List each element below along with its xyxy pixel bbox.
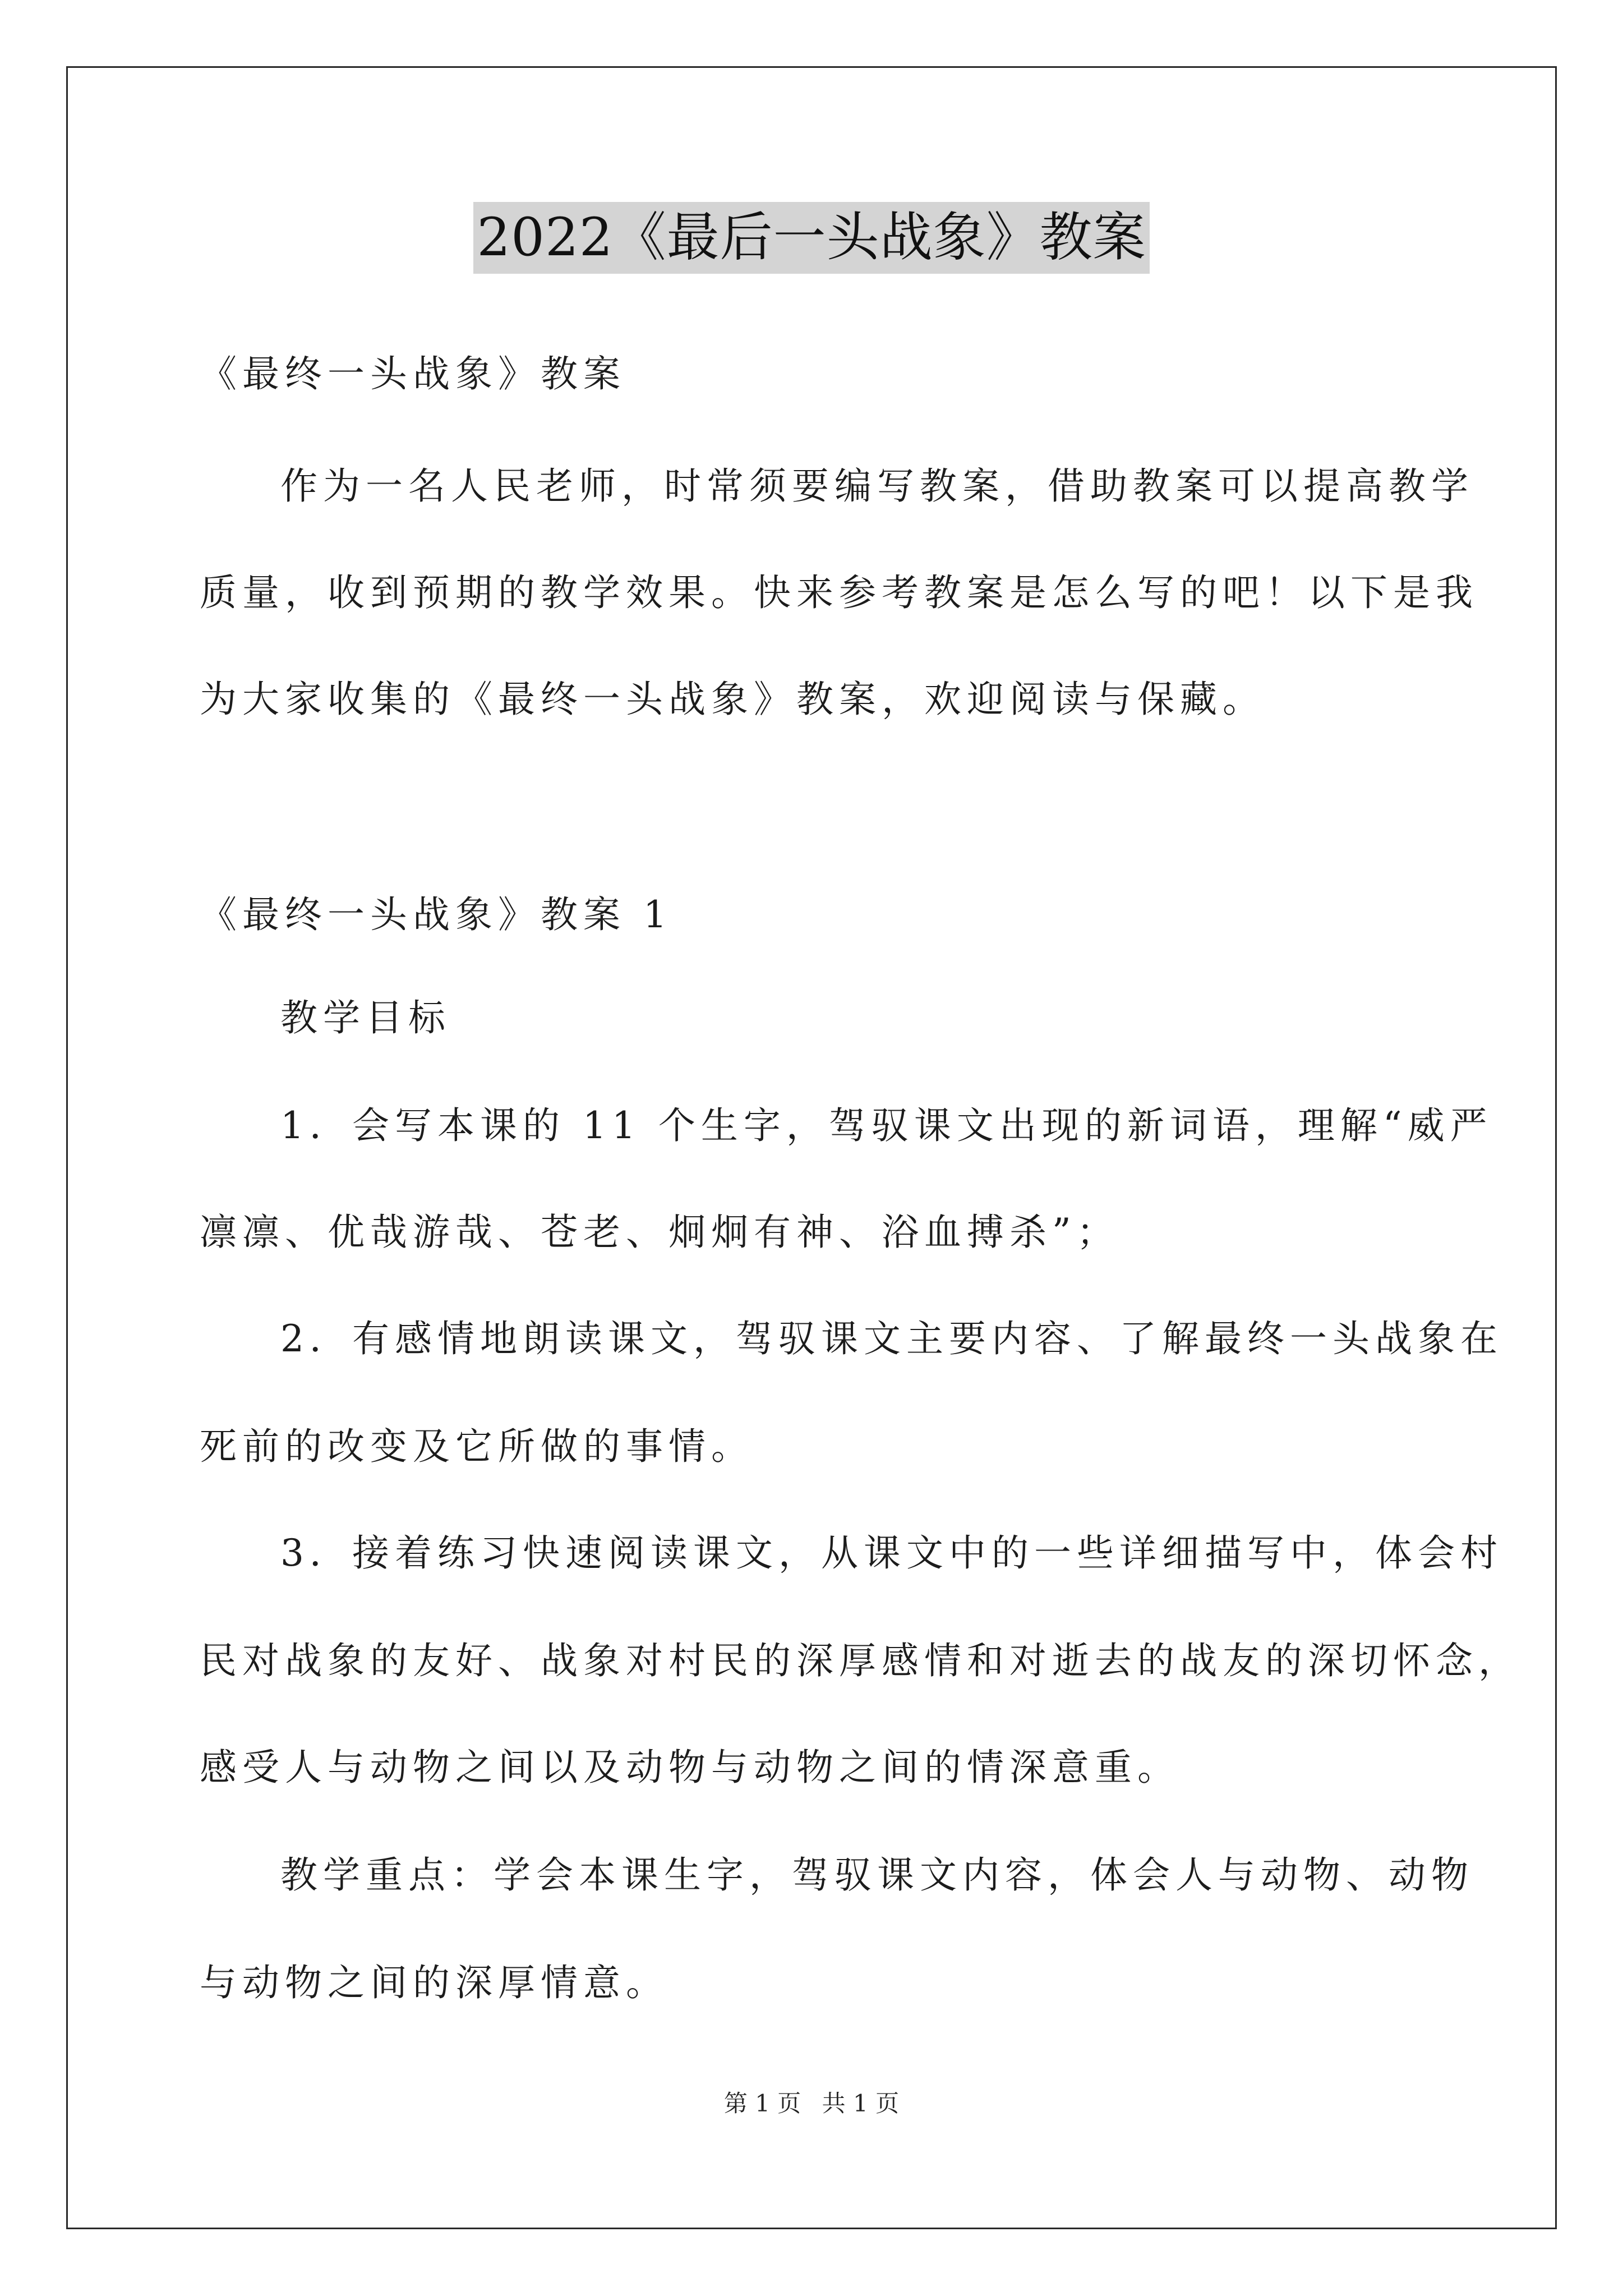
- paragraph-line: 与动物之间的深厚情意。: [200, 1961, 668, 2004]
- page-number-current: 第 1 页: [723, 2090, 801, 2117]
- subtitle-line: 《最终一头战象》教案: [200, 352, 626, 395]
- paragraph-line: 教学重点：学会本课生字，驾驭课文内容，体会人与动物、动物: [280, 1853, 1474, 1897]
- paragraph-line: 质量，收到预期的教学效果。快来参考教案是怎么写的吧！以下是我: [200, 571, 1478, 614]
- paragraph-line: 凛凛、优哉游哉、苍老、炯炯有神、浴血搏杀”；: [200, 1211, 1119, 1254]
- page-footer: [0, 2087, 1623, 2120]
- subheading-teaching-goals: 教学目标: [280, 996, 451, 1039]
- paragraph-line: 民对战象的友好、战象对村民的深厚感情和对逝去的战友的深切怀念，: [200, 1639, 1521, 1682]
- paragraph-line: 死前的改变及它所做的事情。: [200, 1425, 754, 1468]
- paragraph-line: 作为一名人民老师，时常须要编写教案，借助教案可以提高教学: [280, 464, 1474, 508]
- paragraph-line: 3．接着练习快速阅读课文，从课文中的一些详细描写中，体会村: [280, 1531, 1503, 1575]
- paragraph-line: 2．有感情地朗读课文，驾驭课文主要内容、了解最终一头战象在: [280, 1317, 1503, 1360]
- paragraph-line: 为大家收集的《最终一头战象》教案，欢迎阅读与保藏。: [200, 678, 1265, 721]
- paragraph-line: 1．会写本课的 11 个生字，驾驭课文出现的新词语，理解“威严: [280, 1104, 1493, 1147]
- document-title: 2022《最后一头战象》教案: [473, 202, 1149, 274]
- title-container: [0, 202, 1623, 274]
- page-number-total: 共 1 页: [822, 2090, 900, 2117]
- paragraph-line: 感受人与动物之间以及动物与动物之间的情深意重。: [200, 1746, 1180, 1789]
- section-heading: 《最终一头战象》教案 1: [200, 893, 672, 936]
